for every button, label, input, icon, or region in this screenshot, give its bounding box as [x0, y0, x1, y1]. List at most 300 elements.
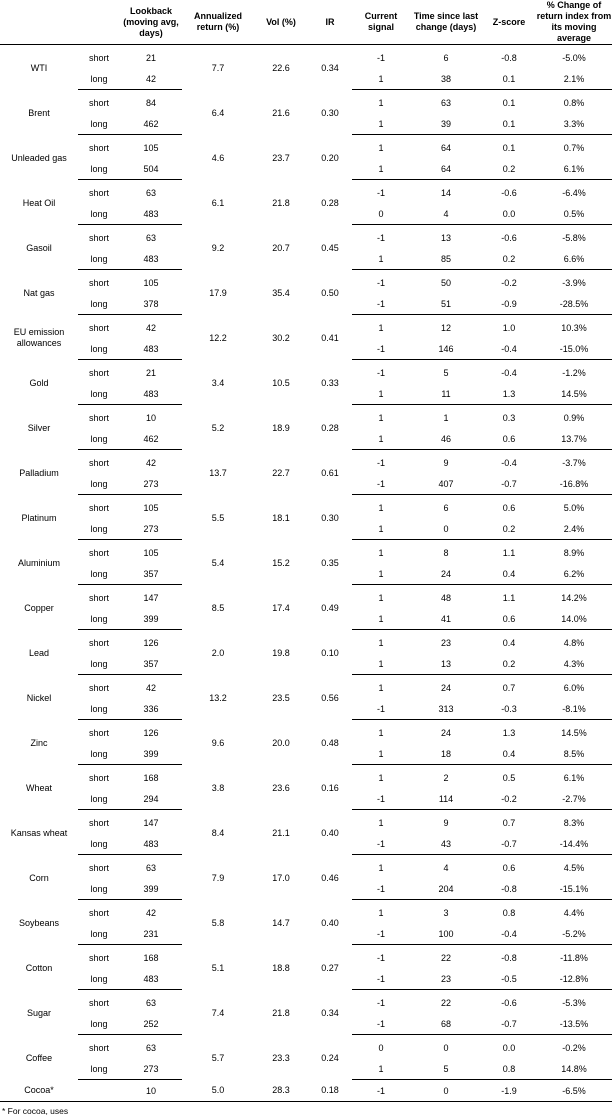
annualized-return: 9.2 — [211, 243, 225, 253]
time-since-last-change-long: 41 — [410, 608, 482, 630]
z-score-long: -0.4 — [482, 923, 536, 945]
table-footnote: * For cocoa, uses — [0, 1101, 612, 1116]
lookback-short: 63 — [145, 187, 156, 198]
term-label-long: long — [78, 113, 120, 135]
current-signal-short: 0 — [378, 1042, 384, 1053]
pct-change-long: 14.0% — [536, 608, 612, 630]
table-header — [0, 0, 612, 45]
lookback-long: 504 — [120, 158, 182, 180]
table-row — [0, 855, 612, 879]
term-label-short: short — [88, 277, 109, 288]
asset-name: Copper — [24, 602, 54, 613]
time-since-last-change-long: 51 — [410, 293, 482, 315]
pct-change-short: -5.0% — [562, 52, 586, 63]
vol: 18.9 — [272, 423, 290, 433]
pct-change-long: -8.1% — [536, 698, 612, 720]
term-label-short: short — [88, 322, 109, 333]
annualized-return: 3.8 — [211, 783, 225, 793]
vol: 21.6 — [272, 108, 290, 118]
asset-name: Brent — [28, 107, 50, 118]
term-label-long: long — [78, 653, 120, 675]
lookback-short: 63 — [145, 997, 156, 1008]
pct-change-short: 10.3% — [561, 322, 587, 333]
asset-name: Corn — [29, 872, 49, 883]
pct-change-short: 14.5% — [561, 727, 587, 738]
vol: 21.1 — [272, 828, 290, 838]
z-score-short: 0.6 — [502, 862, 516, 873]
z-score-long: -0.7 — [482, 473, 536, 495]
current-signal-short: -1 — [376, 52, 385, 63]
current-signal-long: -1 — [352, 878, 410, 900]
term-label-long: long — [78, 338, 120, 360]
vol: 10.5 — [272, 378, 290, 388]
lookback-long: 399 — [120, 743, 182, 765]
lookback-short: 147 — [143, 817, 159, 828]
pct-change-short: -1.2% — [562, 367, 586, 378]
lookback-long: 483 — [120, 968, 182, 990]
time-since-last-change-short: 22 — [440, 952, 451, 963]
ir: 0.34 — [321, 1008, 339, 1018]
z-score-short: 1.1 — [502, 547, 516, 558]
current-signal-long: -1 — [352, 293, 410, 315]
table-row — [0, 720, 612, 744]
annualized-return: 5.0 — [211, 1085, 225, 1096]
annualized-return: 8.4 — [211, 828, 225, 838]
asset-name: EU emission allowances — [13, 327, 65, 348]
lookback-short: 21 — [145, 52, 156, 63]
current-signal-short: -1 — [376, 232, 385, 243]
z-score-short: 0.1 — [502, 142, 516, 153]
vol: 23.3 — [272, 1053, 290, 1063]
asset-name: WTI — [30, 62, 48, 73]
pct-change-short: 4.4% — [563, 907, 585, 918]
z-score-short: 0.5 — [502, 772, 516, 783]
current-signal-short: 1 — [378, 142, 384, 153]
time-since-last-change-long: 39 — [410, 113, 482, 135]
asset-name: Lead — [28, 647, 50, 658]
vol: 21.8 — [272, 198, 290, 208]
vol: 18.8 — [272, 963, 290, 973]
pct-change-short: -5.3% — [562, 997, 586, 1008]
vol: 22.7 — [272, 468, 290, 478]
annualized-return: 6.4 — [211, 108, 225, 118]
table-body — [0, 45, 612, 1102]
current-signal-short: 1 — [378, 907, 384, 918]
time-since-last-change-short: 1 — [443, 412, 449, 423]
pct-change-short: -3.7% — [562, 457, 586, 468]
z-score-long: -0.7 — [482, 1013, 536, 1035]
z-score-long: -0.9 — [482, 293, 536, 315]
time-since-last-change-short: 6 — [443, 502, 449, 513]
ir: 0.50 — [321, 288, 339, 298]
time-since-last-change-short: 24 — [440, 727, 451, 738]
term-label-short: short — [88, 727, 109, 738]
asset-name: Nat gas — [23, 287, 55, 298]
lookback-long: 399 — [120, 608, 182, 630]
term-label-long: long — [78, 968, 120, 990]
annualized-return: 7.9 — [211, 873, 225, 883]
time-since-last-change: 0 — [443, 1085, 449, 1096]
current-signal-long: 1 — [352, 743, 410, 765]
time-since-last-change-long: 18 — [410, 743, 482, 765]
current-signal-long: 1 — [352, 248, 410, 270]
time-since-last-change-short: 13 — [440, 232, 451, 243]
current-signal-long: 1 — [352, 158, 410, 180]
annualized-return: 9.6 — [211, 738, 225, 748]
z-score-long: 0.2 — [482, 653, 536, 675]
term-label-short: short — [88, 817, 109, 828]
pct-change-long: 14.5% — [536, 383, 612, 405]
pct-change-short: 0.8% — [563, 97, 585, 108]
z-score-short: 0.0 — [502, 1042, 516, 1053]
lookback-long: 483 — [120, 833, 182, 855]
ir: 0.46 — [321, 873, 339, 883]
asset-name: Platinum — [21, 512, 57, 523]
z-score-long: 0.2 — [482, 248, 536, 270]
lookback-short: 63 — [145, 862, 156, 873]
term-label-short: short — [88, 502, 109, 513]
z-score-long: 0.2 — [482, 518, 536, 540]
lookback-long: 462 — [120, 113, 182, 135]
current-signal-short: 1 — [378, 862, 384, 873]
current-signal-short: -1 — [376, 277, 385, 288]
lookback-long: 357 — [120, 653, 182, 675]
time-since-last-change-long: 13 — [410, 653, 482, 675]
annualized-return: 2.0 — [211, 648, 225, 658]
time-since-last-change-short: 12 — [440, 322, 451, 333]
term-label-short: short — [88, 52, 109, 63]
term-label-long: long — [78, 293, 120, 315]
ir: 0.40 — [321, 918, 339, 928]
pct-change-long: -13.5% — [536, 1013, 612, 1035]
current-signal-long: 1 — [352, 428, 410, 450]
current-signal-short: 1 — [378, 772, 384, 783]
asset-name: Wheat — [25, 782, 52, 793]
time-since-last-change-long: 4 — [410, 203, 482, 225]
pct-change-long: 3.3% — [536, 113, 612, 135]
lookback-short: 84 — [145, 97, 156, 108]
z-score-short: -0.8 — [501, 952, 517, 963]
annualized-return: 5.8 — [211, 918, 225, 928]
table-row — [0, 225, 612, 249]
table-row — [0, 1035, 612, 1059]
ir: 0.41 — [321, 333, 339, 343]
lookback-long: 357 — [120, 563, 182, 585]
annualized-return: 7.7 — [211, 63, 225, 74]
ir: 0.16 — [321, 783, 339, 793]
pct-change-long: 8.5% — [536, 743, 612, 765]
table-row — [0, 945, 612, 969]
z-score-short: 0.7 — [502, 682, 516, 693]
table-row — [0, 450, 612, 474]
z-score-long: 0.0 — [482, 203, 536, 225]
lookback-short: 126 — [143, 727, 159, 738]
time-since-last-change-short: 22 — [440, 997, 451, 1008]
table-row — [0, 315, 612, 339]
time-since-last-change-long: 85 — [410, 248, 482, 270]
current-signal-short: -1 — [376, 187, 385, 198]
asset-name: Gold — [29, 377, 49, 388]
z-score-long: -0.4 — [482, 338, 536, 360]
ir: 0.28 — [321, 423, 339, 433]
z-score-short: -0.2 — [501, 277, 517, 288]
asset-name: Silver — [27, 422, 51, 433]
term-label-long: long — [78, 248, 120, 270]
ir: 0.48 — [321, 738, 339, 748]
term-label-short: short — [88, 457, 109, 468]
z-score-long: -0.3 — [482, 698, 536, 720]
term-label-short: short — [88, 1042, 109, 1053]
current-signal-short: 1 — [378, 547, 384, 558]
term-label-long: long — [78, 1058, 120, 1080]
z-score-long: 0.6 — [482, 428, 536, 450]
lookback-long: 483 — [120, 383, 182, 405]
z-score-short: 0.3 — [502, 412, 516, 423]
z-score-long: -0.8 — [482, 878, 536, 900]
term-label-short: short — [88, 187, 109, 198]
time-since-last-change-short: 0 — [443, 1042, 449, 1053]
annualized-return: 5.1 — [211, 963, 225, 973]
current-signal: -1 — [376, 1085, 385, 1096]
z-score-short: -0.4 — [501, 367, 517, 378]
term-label-short: short — [88, 997, 109, 1008]
pct-change-short: -0.2% — [562, 1042, 586, 1053]
ir: 0.27 — [321, 963, 339, 973]
pct-change-short: 8.9% — [563, 547, 585, 558]
pct-change-long: 0.5% — [536, 203, 612, 225]
pct-change-short: 6.1% — [563, 772, 585, 783]
current-signal-long: 1 — [352, 383, 410, 405]
table-row — [0, 810, 612, 834]
z-score: -1.9 — [501, 1085, 517, 1096]
term-label-long: long — [78, 743, 120, 765]
lookback-long: 483 — [120, 248, 182, 270]
asset-name: Aluminium — [17, 557, 60, 568]
current-signal-short: 1 — [378, 322, 384, 333]
lookback-short: 168 — [143, 952, 159, 963]
time-since-last-change-short: 63 — [440, 97, 451, 108]
pct-change-short: 0.9% — [563, 412, 585, 423]
lookback-long: 273 — [120, 518, 182, 540]
current-signal-long: -1 — [352, 698, 410, 720]
z-score-short: 1.1 — [502, 592, 516, 603]
pct-change-short: -3.9% — [562, 277, 586, 288]
annualized-return: 13.7 — [209, 468, 227, 478]
term-label-long: long — [78, 428, 120, 450]
lookback-long: 252 — [120, 1013, 182, 1035]
vol: 35.4 — [272, 288, 290, 298]
z-score-long: 0.1 — [482, 113, 536, 135]
lookback-short: 42 — [145, 457, 156, 468]
pct-change-long: -2.7% — [536, 788, 612, 810]
time-since-last-change-short: 5 — [443, 367, 449, 378]
table-row — [0, 585, 612, 609]
current-signal-long: -1 — [352, 1013, 410, 1035]
table-row — [0, 990, 612, 1014]
term-label-long: long — [78, 473, 120, 495]
lookback-short: 63 — [145, 232, 156, 243]
lookback-long: 483 — [120, 203, 182, 225]
table-row — [0, 1080, 612, 1102]
time-since-last-change-short: 3 — [443, 907, 449, 918]
term-label-long: long — [78, 788, 120, 810]
term-label-none — [78, 1080, 120, 1102]
lookback-short: 105 — [143, 142, 159, 153]
vol: 23.7 — [272, 153, 290, 163]
lookback-long: 378 — [120, 293, 182, 315]
term-label-long: long — [78, 878, 120, 900]
table-row — [0, 630, 612, 654]
term-label-short: short — [88, 547, 109, 558]
current-signal-short: -1 — [376, 952, 385, 963]
header-term — [78, 0, 120, 45]
ir: 0.56 — [321, 693, 339, 703]
header-z-score: Z-score — [482, 0, 536, 45]
current-signal-long: -1 — [352, 338, 410, 360]
pct-change-long: 6.1% — [536, 158, 612, 180]
asset-name: Cocoa* — [24, 1084, 54, 1095]
table-row — [0, 540, 612, 564]
z-score-short: 0.4 — [502, 637, 516, 648]
asset-name: Cotton — [25, 962, 53, 973]
annualized-return: 4.6 — [211, 153, 225, 163]
term-label-short: short — [88, 772, 109, 783]
vol: 21.8 — [272, 1008, 290, 1018]
term-label-long: long — [78, 68, 120, 90]
lookback-short: 21 — [145, 367, 156, 378]
term-label-long: long — [78, 518, 120, 540]
pct-change-long: -14.4% — [536, 833, 612, 855]
term-label-short: short — [88, 952, 109, 963]
z-score-short: 0.1 — [502, 97, 516, 108]
vol: 14.7 — [272, 918, 290, 928]
header-pct-change-from-ma: % Change of return index from its moving average — [536, 0, 612, 43]
table-row — [0, 180, 612, 204]
header-annualized-return: Annualized return (%) — [182, 0, 254, 45]
current-signal-long: -1 — [352, 833, 410, 855]
lookback-long: 462 — [120, 428, 182, 450]
time-since-last-change-long: 11 — [410, 383, 482, 405]
asset-name: Soybeans — [18, 917, 60, 928]
ir: 0.61 — [321, 468, 339, 478]
lookback-short: 105 — [143, 502, 159, 513]
asset-name: Sugar — [26, 1007, 52, 1018]
current-signal-long: 1 — [352, 653, 410, 675]
z-score-long: 0.1 — [482, 68, 536, 90]
term-label-short: short — [88, 232, 109, 243]
table-row — [0, 495, 612, 519]
annualized-return: 17.9 — [209, 288, 227, 298]
pct-change-long: 2.4% — [536, 518, 612, 540]
annualized-return: 12.2 — [209, 333, 227, 343]
current-signal-short: -1 — [376, 457, 385, 468]
annualized-return: 5.5 — [211, 513, 225, 523]
current-signal-long: 0 — [352, 203, 410, 225]
vol: 28.3 — [272, 1085, 290, 1096]
time-since-last-change-short: 9 — [443, 817, 449, 828]
term-label-short: short — [88, 682, 109, 693]
time-since-last-change-long: 68 — [410, 1013, 482, 1035]
time-since-last-change-short: 8 — [443, 547, 449, 558]
time-since-last-change-long: 204 — [410, 878, 482, 900]
time-since-last-change-long: 0 — [410, 518, 482, 540]
asset-name: Coffee — [25, 1052, 53, 1063]
pct-change: -6.5% — [562, 1085, 586, 1096]
lookback-long: 231 — [120, 923, 182, 945]
header-vol: Vol (%) — [254, 0, 308, 45]
time-since-last-change-long: 43 — [410, 833, 482, 855]
z-score-long: 0.4 — [482, 743, 536, 765]
time-since-last-change-long: 100 — [410, 923, 482, 945]
vol: 20.0 — [272, 738, 290, 748]
time-since-last-change-short: 24 — [440, 682, 451, 693]
term-label-short: short — [88, 637, 109, 648]
current-signal-short: 1 — [378, 97, 384, 108]
lookback-long: 294 — [120, 788, 182, 810]
vol: 15.2 — [272, 558, 290, 568]
time-since-last-change-short: 50 — [440, 277, 451, 288]
time-since-last-change-long: 64 — [410, 158, 482, 180]
time-since-last-change-short: 23 — [440, 637, 451, 648]
lookback-short: 105 — [143, 547, 159, 558]
vol: 22.6 — [272, 63, 290, 74]
term-label-long: long — [78, 203, 120, 225]
pct-change-long: -12.8% — [536, 968, 612, 990]
table-row — [0, 675, 612, 699]
lookback-short: 10 — [145, 412, 156, 423]
z-score-short: -0.6 — [501, 232, 517, 243]
z-score-long: -0.2 — [482, 788, 536, 810]
time-since-last-change-short: 4 — [443, 862, 449, 873]
ir: 0.18 — [321, 1085, 339, 1096]
current-signal-short: -1 — [376, 367, 385, 378]
current-signal-long: -1 — [352, 968, 410, 990]
header-time-since-last-change: Time since last change (days) — [410, 0, 482, 45]
lookback-short: 42 — [145, 682, 156, 693]
pct-change-short: -5.8% — [562, 232, 586, 243]
pct-change-long: -28.5% — [536, 293, 612, 315]
z-score-short: 0.8 — [502, 907, 516, 918]
lookback-short: 168 — [143, 772, 159, 783]
time-since-last-change-long: 146 — [410, 338, 482, 360]
time-since-last-change-long: 407 — [410, 473, 482, 495]
lookback-long: 336 — [120, 698, 182, 720]
z-score-short: -0.4 — [501, 457, 517, 468]
asset-name: Kansas wheat — [10, 827, 68, 838]
pct-change-long: 2.1% — [536, 68, 612, 90]
pct-change-short: 4.8% — [563, 637, 585, 648]
time-since-last-change-short: 14 — [440, 187, 451, 198]
z-score-long: 1.3 — [482, 383, 536, 405]
table-row — [0, 360, 612, 384]
term-label-short: short — [88, 862, 109, 873]
table-row — [0, 135, 612, 159]
z-score-short: -0.6 — [501, 187, 517, 198]
vol: 23.6 — [272, 783, 290, 793]
z-score-long: -0.5 — [482, 968, 536, 990]
pct-change-long: -15.0% — [536, 338, 612, 360]
lookback-short: 42 — [145, 322, 156, 333]
vol: 19.8 — [272, 648, 290, 658]
vol: 30.2 — [272, 333, 290, 343]
z-score-long: 0.8 — [482, 1058, 536, 1080]
time-since-last-change-long: 23 — [410, 968, 482, 990]
current-signal-short: 1 — [378, 637, 384, 648]
pct-change-long: 6.6% — [536, 248, 612, 270]
ir: 0.34 — [321, 63, 339, 74]
asset-name: Heat Oil — [22, 197, 56, 208]
pct-change-long: -5.2% — [536, 923, 612, 945]
